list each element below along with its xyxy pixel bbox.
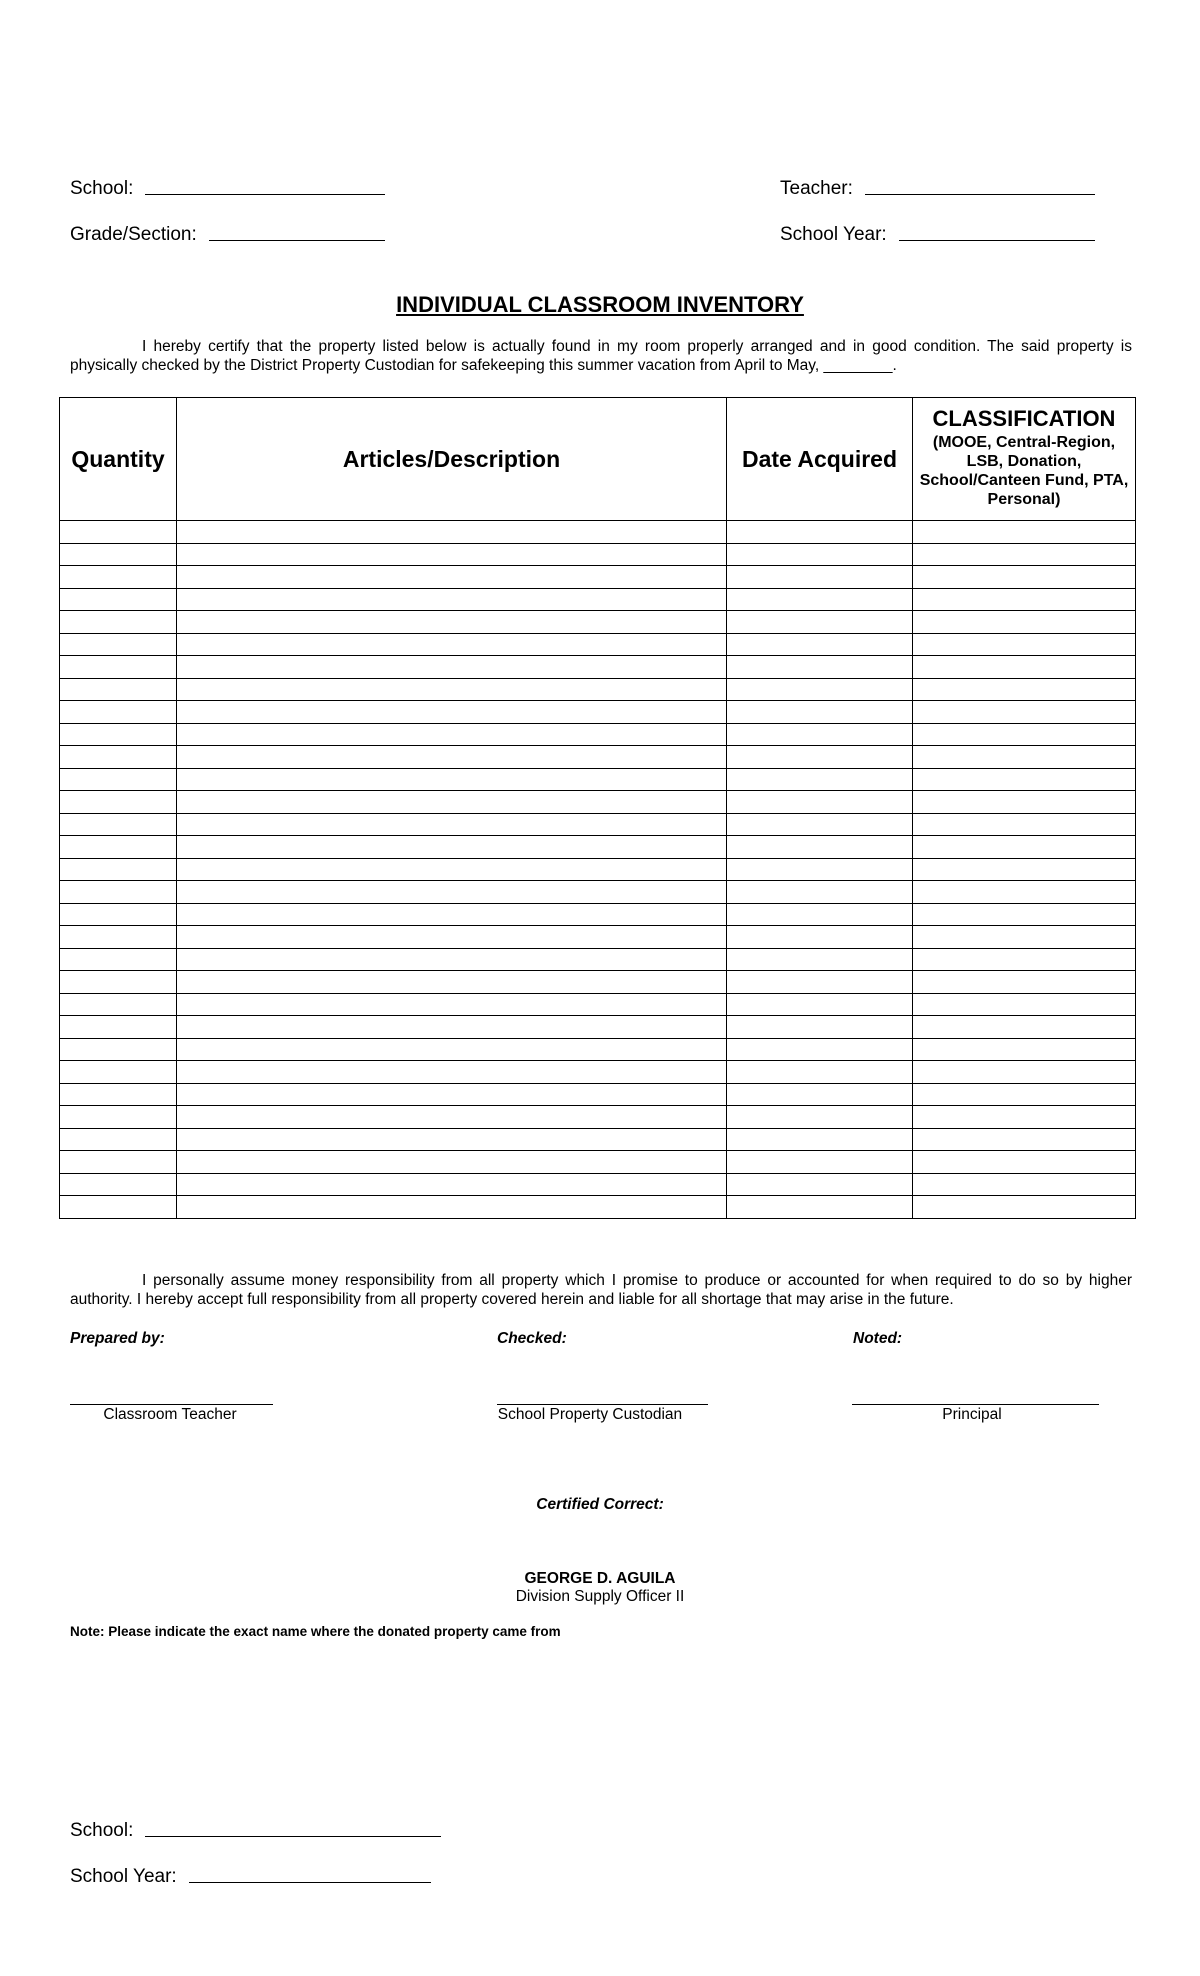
school-year-label: School Year: (780, 224, 887, 245)
date-acquired-cell[interactable] (727, 1016, 913, 1039)
articles-cell[interactable] (177, 701, 727, 724)
table-row (60, 1128, 1136, 1151)
teacher-label: Teacher: (780, 178, 853, 199)
quantity-cell[interactable] (60, 588, 177, 611)
date-acquired-cell[interactable] (727, 993, 913, 1016)
articles-cell[interactable] (177, 768, 727, 791)
footer-school-field (70, 1820, 441, 1842)
classification-cell[interactable] (913, 1016, 1136, 1039)
articles-cell[interactable] (177, 1151, 727, 1174)
articles-cell[interactable] (177, 1083, 727, 1106)
date-acquired-cell[interactable] (727, 971, 913, 994)
date-acquired-cell[interactable] (727, 926, 913, 949)
articles-cell[interactable] (177, 678, 727, 701)
table-row (60, 1061, 1136, 1084)
classification-cell[interactable] (913, 746, 1136, 769)
custodian-signature-line[interactable] (497, 1403, 708, 1405)
footer-school-year-label: School Year: (70, 1866, 177, 1887)
classification-cell[interactable] (913, 633, 1136, 656)
quantity-cell[interactable] (60, 1083, 177, 1106)
articles-cell[interactable] (177, 1038, 727, 1061)
table-row (60, 723, 1136, 746)
prepared-by-label: Prepared by: (70, 1330, 165, 1347)
footer-school-year-input-line[interactable] (189, 1881, 431, 1883)
classification-cell[interactable] (913, 1038, 1136, 1061)
articles-cell[interactable] (177, 836, 727, 859)
teacher-field (780, 178, 1095, 200)
quantity-cell[interactable] (60, 521, 177, 544)
responsibility-text: I personally assume money responsibility from all property which I promise to produce or accounted for when required to do so by higher authority. I hereby accept full responsibility from all property covered herein and liable for all shortage that may arise in the future. (70, 1272, 1132, 1308)
articles-cell[interactable] (177, 858, 727, 881)
classification-cell[interactable] (913, 881, 1136, 904)
articles-cell[interactable] (177, 948, 727, 971)
articles-cell[interactable] (177, 1106, 727, 1129)
school-field (70, 178, 385, 200)
school-year-field (780, 224, 1095, 246)
articles-cell[interactable] (177, 813, 727, 836)
date-acquired-cell[interactable] (727, 701, 913, 724)
articles-cell[interactable] (177, 723, 727, 746)
date-acquired-cell[interactable] (727, 1106, 913, 1129)
date-acquired-cell[interactable] (727, 813, 913, 836)
articles-cell[interactable] (177, 1061, 727, 1084)
teacher-input-line[interactable] (865, 193, 1095, 195)
table-row (60, 588, 1136, 611)
classification-cell[interactable] (913, 543, 1136, 566)
classification-cell[interactable] (913, 971, 1136, 994)
table-header-row (60, 398, 1136, 521)
date-acquired-cell[interactable] (727, 836, 913, 859)
articles-cell[interactable] (177, 633, 727, 656)
quantity-cell[interactable] (60, 993, 177, 1016)
date-acquired-cell[interactable] (727, 543, 913, 566)
table-row (60, 1173, 1136, 1196)
table-row (60, 813, 1136, 836)
footer-school-input-line[interactable] (145, 1835, 441, 1837)
classification-cell[interactable] (913, 1128, 1136, 1151)
quantity-cell[interactable] (60, 903, 177, 926)
articles-cell[interactable] (177, 926, 727, 949)
classification-cell[interactable] (913, 768, 1136, 791)
principal-signature-line[interactable] (852, 1403, 1099, 1405)
date-acquired-cell[interactable] (727, 903, 913, 926)
articles-cell[interactable] (177, 881, 727, 904)
table-row (60, 1016, 1136, 1039)
classification-cell[interactable] (913, 858, 1136, 881)
date-acquired-cell[interactable] (727, 678, 913, 701)
table-row (60, 768, 1136, 791)
grade-section-field (70, 224, 385, 246)
date-acquired-cell[interactable] (727, 948, 913, 971)
table-row (60, 903, 1136, 926)
grade-section-label: Grade/Section: (70, 224, 197, 245)
classification-cell[interactable] (913, 993, 1136, 1016)
school-label: School: (70, 178, 134, 199)
articles-cell[interactable] (177, 903, 727, 926)
date-acquired-cell[interactable] (727, 1173, 913, 1196)
date-acquired-cell[interactable] (727, 611, 913, 634)
quantity-cell[interactable] (60, 611, 177, 634)
table-row (60, 1196, 1136, 1219)
articles-cell[interactable] (177, 791, 727, 814)
column-header-articles: Articles/Description (177, 398, 727, 521)
date-acquired-cell[interactable] (727, 566, 913, 589)
quantity-cell[interactable] (60, 1128, 177, 1151)
classification-cell[interactable] (913, 1061, 1136, 1084)
table-row (60, 836, 1136, 859)
table-row (60, 1106, 1136, 1129)
date-acquired-cell[interactable] (727, 1128, 913, 1151)
quantity-cell[interactable] (60, 1151, 177, 1174)
table-row (60, 521, 1136, 544)
classification-cell[interactable] (913, 1083, 1136, 1106)
certification-text: I hereby certify that the property listed below is actually found in my room properly arranged and in good condition. The said property is physically checked by the District Property Custodian for safekeeping this summer vacation from April to May, ________. (70, 338, 1132, 374)
column-header-date-acquired: Date Acquired (727, 398, 913, 521)
classification-cell[interactable] (913, 723, 1136, 746)
articles-cell[interactable] (177, 588, 727, 611)
classification-cell[interactable] (913, 1173, 1136, 1196)
articles-cell[interactable] (177, 993, 727, 1016)
classification-cell[interactable] (913, 836, 1136, 859)
articles-cell[interactable] (177, 543, 727, 566)
quantity-cell[interactable] (60, 543, 177, 566)
footer-school-label: School: (70, 1820, 134, 1841)
quantity-cell[interactable] (60, 1038, 177, 1061)
quantity-cell[interactable] (60, 566, 177, 589)
date-acquired-cell[interactable] (727, 656, 913, 679)
articles-cell[interactable] (177, 656, 727, 679)
quantity-cell[interactable] (60, 1061, 177, 1084)
quantity-cell[interactable] (60, 881, 177, 904)
certifying-officer-position: Division Supply Officer II (515, 1588, 685, 1605)
table-row (60, 656, 1136, 679)
classification-cell[interactable] (913, 1151, 1136, 1174)
table-row (60, 543, 1136, 566)
articles-cell[interactable] (177, 521, 727, 544)
table-row (60, 1038, 1136, 1061)
date-acquired-cell[interactable] (727, 588, 913, 611)
classification-cell[interactable] (913, 1196, 1136, 1219)
quantity-cell[interactable] (60, 926, 177, 949)
classification-cell[interactable] (913, 588, 1136, 611)
date-acquired-cell[interactable] (727, 881, 913, 904)
quantity-cell[interactable] (60, 1016, 177, 1039)
classification-cell[interactable] (913, 948, 1136, 971)
articles-cell[interactable] (177, 1016, 727, 1039)
table-row (60, 1083, 1136, 1106)
articles-cell[interactable] (177, 746, 727, 769)
quantity-cell[interactable] (60, 701, 177, 724)
classification-cell[interactable] (913, 611, 1136, 634)
classification-cell[interactable] (913, 813, 1136, 836)
table-row (60, 858, 1136, 881)
quantity-cell[interactable] (60, 678, 177, 701)
custodian-caption: School Property Custodian (497, 1406, 683, 1423)
articles-cell[interactable] (177, 611, 727, 634)
quantity-cell[interactable] (60, 746, 177, 769)
articles-cell[interactable] (177, 1173, 727, 1196)
classroom-teacher-caption: Classroom Teacher (103, 1406, 237, 1423)
date-acquired-cell[interactable] (727, 1196, 913, 1219)
footer-school-year-field (70, 1866, 431, 1888)
table-body (60, 521, 1136, 1219)
page-title: INDIVIDUAL CLASSROOM INVENTORY (396, 292, 804, 317)
checked-label: Checked: (497, 1330, 567, 1347)
table-row (60, 791, 1136, 814)
table-row (60, 1151, 1136, 1174)
classification-cell[interactable] (913, 521, 1136, 544)
column-header-classification (913, 398, 1136, 521)
date-acquired-cell[interactable] (727, 1038, 913, 1061)
quantity-cell[interactable] (60, 813, 177, 836)
articles-cell[interactable] (177, 1196, 727, 1219)
table-row (60, 926, 1136, 949)
date-acquired-cell[interactable] (727, 858, 913, 881)
inventory-table (59, 397, 1136, 1219)
certified-correct-label: Certified Correct: (536, 1496, 664, 1513)
donation-note: Note: Please indicate the exact name where the donated property came from (70, 1624, 561, 1639)
quantity-cell[interactable] (60, 971, 177, 994)
table-row (60, 746, 1136, 769)
table-row (60, 678, 1136, 701)
date-acquired-cell[interactable] (727, 791, 913, 814)
table-row (60, 633, 1136, 656)
quantity-cell[interactable] (60, 948, 177, 971)
quantity-cell[interactable] (60, 656, 177, 679)
quantity-cell[interactable] (60, 1173, 177, 1196)
table-row (60, 971, 1136, 994)
table-row (60, 566, 1136, 589)
articles-cell[interactable] (177, 1128, 727, 1151)
date-acquired-cell[interactable] (727, 521, 913, 544)
classification-cell[interactable] (913, 903, 1136, 926)
table-row (60, 881, 1136, 904)
date-acquired-cell[interactable] (727, 1083, 913, 1106)
quantity-cell[interactable] (60, 858, 177, 881)
classification-title: CLASSIFICATION (932, 406, 1116, 431)
quantity-cell[interactable] (60, 633, 177, 656)
quantity-cell[interactable] (60, 791, 177, 814)
table-row (60, 948, 1136, 971)
articles-cell[interactable] (177, 566, 727, 589)
classroom-teacher-signature-line[interactable] (70, 1403, 273, 1405)
table-row (60, 611, 1136, 634)
quantity-cell[interactable] (60, 768, 177, 791)
date-acquired-cell[interactable] (727, 746, 913, 769)
school-year-input-line[interactable] (899, 239, 1095, 241)
classification-cell[interactable] (913, 678, 1136, 701)
quantity-cell[interactable] (60, 1196, 177, 1219)
date-acquired-cell[interactable] (727, 1061, 913, 1084)
classification-cell[interactable] (913, 1106, 1136, 1129)
date-acquired-cell[interactable] (727, 1151, 913, 1174)
quantity-cell[interactable] (60, 836, 177, 859)
classification-options: (MOOE, Central-Region, LSB, Donation, School/Canteen Fund, PTA, Personal) (919, 434, 1129, 508)
date-acquired-cell[interactable] (727, 768, 913, 791)
date-acquired-cell[interactable] (727, 723, 913, 746)
date-acquired-cell[interactable] (727, 633, 913, 656)
column-header-quantity: Quantity (60, 398, 177, 521)
table-row (60, 993, 1136, 1016)
classification-cell[interactable] (913, 656, 1136, 679)
principal-caption: Principal (942, 1406, 1002, 1423)
classification-cell[interactable] (913, 791, 1136, 814)
quantity-cell[interactable] (60, 723, 177, 746)
certifying-officer-name: GEORGE D. AGUILA (524, 1570, 676, 1587)
school-input-line[interactable] (145, 193, 385, 195)
grade-section-input-line[interactable] (209, 239, 385, 241)
articles-cell[interactable] (177, 971, 727, 994)
noted-label: Noted: (853, 1330, 903, 1347)
classification-cell[interactable] (913, 566, 1136, 589)
classification-cell[interactable] (913, 926, 1136, 949)
table-row (60, 701, 1136, 724)
quantity-cell[interactable] (60, 1106, 177, 1129)
classification-cell[interactable] (913, 701, 1136, 724)
